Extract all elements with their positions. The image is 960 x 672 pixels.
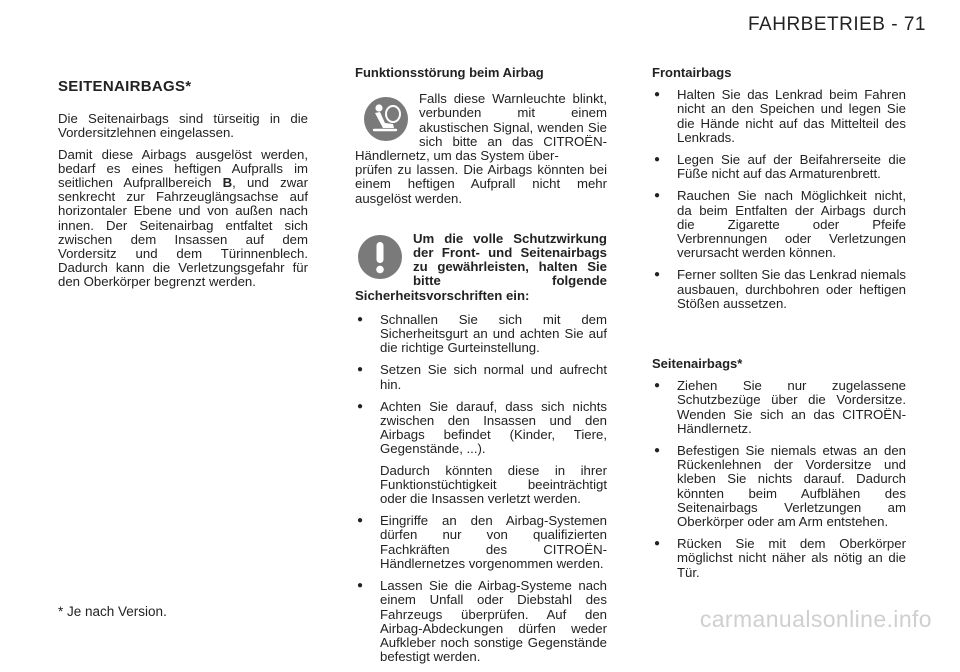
- deploy-paragraph: [58, 148, 308, 290]
- list-item: [355, 579, 607, 664]
- front-airbags-title: Frontairbags: [652, 65, 732, 80]
- column-precautions: [652, 66, 906, 588]
- list-item-text: Setzen Sie sich normal und aufrecht hin.: [380, 362, 607, 392]
- page-header-title: FAHRBETRIEB - 71: [748, 14, 926, 35]
- front-airbags-list: [652, 88, 906, 311]
- warning-block: [355, 92, 607, 206]
- intro-paragraph: Die Seitenairbags sind türseitig in die Vordersitzlehnen eingelassen.: [58, 111, 308, 141]
- footnote: * Je nach Version.: [58, 604, 167, 619]
- list-item: [355, 514, 607, 571]
- list-item-text: Lassen Sie die Airbag-Systeme nach einem Unfall oder Diebstahl des Fahrzeugs überprüfen. Auf den Airbag-Abdeckungen dürfen weder Aufkleber noch sonstige Gegenstände befestigt werden.: [380, 578, 607, 665]
- list-item-subtext: Dadurch könnten diese in ihrer Funktionstüchtigkeit beeinträchtigt oder die Insassen verletzt werden.: [380, 462, 607, 507]
- safety-notice: [355, 232, 607, 664]
- section-title: SEITENAIRBAGS*: [58, 78, 192, 95]
- deploy-text-b: , und zwar senkrecht zur Fahrzeuglängsachse auf horizontaler Ebene und von außen nach innen. Der Seitenairbag entfaltet sich zwischen dem Insassen auf dem Vordersitz und dem Türinnenblech. Dadurch kann die Verletzungsgefahr für den Oberkörper begrenzt werden.: [58, 175, 309, 290]
- list-item-text: Achten Sie darauf, dass sich nichts zwischen den Insassen und den Airbags befindet (Kinder, Tiere, Gegenstände, ...).: [380, 398, 607, 457]
- list-item: ● Legen Sie auf der Beifahrerseite die Füße nicht auf das Armaturenbrett.: [652, 153, 906, 181]
- safety-list: [355, 313, 607, 664]
- column-malfunction: [355, 66, 607, 672]
- list-item-text: Eingriffe an den Airbag-Systemen dürfen nur von qualifizierten Fachkräften des CITROËN-Händlernetzes vorgenommen werden.: [380, 513, 607, 571]
- list-item: ● Ziehen Sie nur zugelassene Schutzbezüge über die Vordersitze. Wenden Sie sich an das CITROËN-Händlernetz.: [652, 379, 906, 436]
- column-side-airbags: [58, 80, 308, 297]
- list-item: [355, 363, 607, 391]
- side-airbags-title: Seitenairbags*: [652, 356, 743, 372]
- list-item: [355, 400, 607, 506]
- deploy-text-a: Damit diese Airbags ausgelöst werden, bedarf es eines heftigen Aufpralls im seitlichen Aufprallbereich: [58, 146, 308, 191]
- watermark: carmanualsonline.info: [699, 606, 932, 632]
- list-item: ● Halten Sie das Lenkrad beim Fahren nicht an den Speichen und legen Sie die Hände nicht auf das Mittelteil des Lenkrads.: [652, 88, 906, 145]
- warning-text-continued: prüfen zu lassen. Die Airbags könnten bei einem heftigen Aufprall nicht mehr ausgelöst werden.: [355, 162, 607, 206]
- list-item: ● Befestigen Sie niemals etwas an den Rückenlehnen der Vordersitze und kleben Sie nichts darauf. Dadurch könnten beim Aufblähen des Seitenairbags Verletzungen am Oberkörper oder am Arm entstehen.: [652, 444, 906, 529]
- warning-text: Falls diese Warnleuchte blinkt, verbunden mit einem akustischen Signal, wenden Sie sich bitte an das CITROËN-Händlernetz, um das System über-: [355, 91, 607, 164]
- list-item: [355, 313, 607, 356]
- list-item: ● Ferner sollten Sie das Lenkrad niemals ausbauen, durchbohren oder heftigen Stößen aussetzen.: [652, 268, 906, 311]
- exclamation-icon: [357, 234, 403, 280]
- list-item: ● Rauchen Sie nach Möglichkeit nicht, da beim Entfalten der Airbags durch die Zigarette oder Pfeife Verbrennungen oder Verletzungen verursacht werden können.: [652, 189, 906, 260]
- zone-label: B: [222, 175, 233, 191]
- notice-heading: Um die volle Schutzwirkung der Front- und Seitenairbags zu gewährleisten, halten Sie bitte folgende Sicherheitsvorschriften ein:: [355, 230, 607, 303]
- list-item-text: Schnallen Sie sich mit dem Sicherheitsgurt an und achten Sie auf die richtige Gurteinstellung.: [380, 311, 607, 356]
- list-item: ● Rücken Sie mit dem Oberkörper möglichst nicht näher als nötig an die Tür.: [652, 537, 906, 580]
- airbag-warning-icon: [363, 96, 409, 142]
- malfunction-title: Funktionsstörung beim Airbag: [355, 65, 544, 80]
- side-airbags-list: [652, 379, 906, 580]
